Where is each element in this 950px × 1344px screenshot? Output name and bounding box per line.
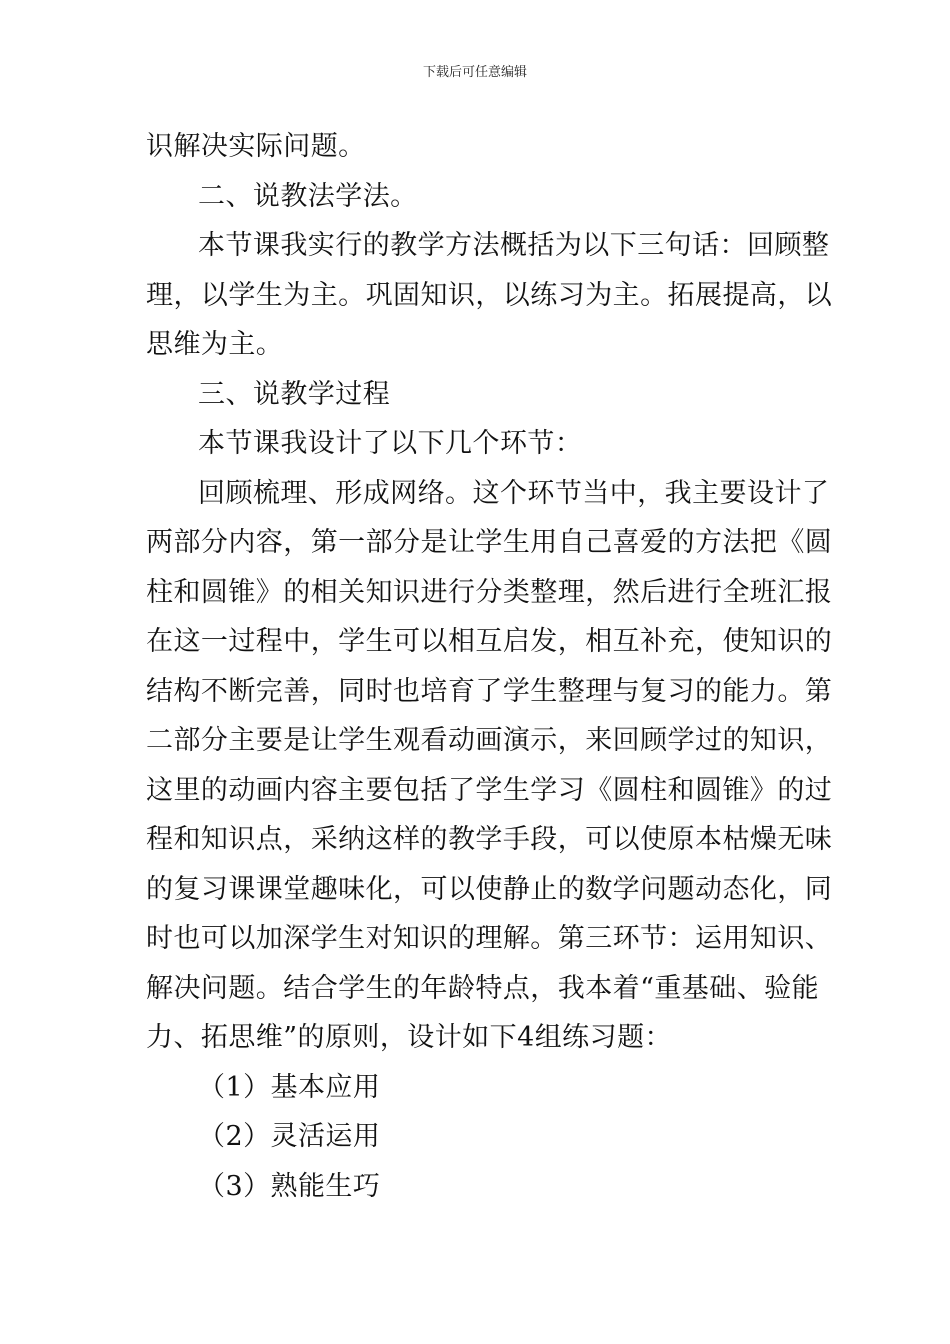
- continuation-line: [146, 122, 808, 172]
- text-line: 识解决实际问题。: [146, 131, 366, 162]
- text-line: 的复习课课堂趣味化，可以使静止的数学问题动态化，同: [146, 873, 833, 905]
- text-line: 解决问题。结合学生的年龄特点，我本着“重基础、验能: [146, 972, 820, 1004]
- page-header: 下载后可任意编辑: [422, 65, 527, 80]
- teaching-methods-paragraph: [146, 221, 833, 370]
- text-line: 在这一过程中，学生可以相互启发，相互补充，使知识的: [146, 626, 833, 657]
- exercise-item: （2）灵活运用: [198, 1121, 381, 1152]
- document-body: [146, 122, 833, 1211]
- text-line: 思维为主。: [146, 329, 284, 360]
- text-line: 时也可以加深学生对知识的理解。第三环节：运用知识、: [146, 923, 833, 954]
- text-line: 程和知识点，采纳这样的教学手段，可以使原本枯燥无味: [146, 824, 833, 855]
- section-heading-teaching-process: 三、说教学过程: [198, 378, 391, 410]
- text-line: 这里的动画内容主要包括了学生学习《圆柱和圆锥》的过: [146, 774, 833, 806]
- text-line: 力、拓思维”的原则，设计如下4组练习题：: [146, 1022, 672, 1053]
- text-line: 理，以学生为主。巩固知识，以练习为主。拓展提高，以: [146, 279, 833, 311]
- text-line: 两部分内容，第一部分是让学生用自己喜爱的方法把《圆: [146, 527, 833, 558]
- teaching-process-paragraph: [146, 469, 833, 1063]
- text-line: 回顾梳理、形成网络。这个环节当中，我主要设计了: [198, 477, 830, 509]
- text-line: 柱和圆锥》的相关知识进行分类整理，然后进行全班汇报: [146, 576, 833, 608]
- teaching-process-intro: 本节课我设计了以下几个环节：: [198, 428, 583, 459]
- exercise-item: （1）基本应用: [198, 1071, 381, 1103]
- section-heading-teaching-methods: 二、说教法学法。: [198, 180, 418, 212]
- exercise-item: （3）熟能生巧: [198, 1170, 381, 1202]
- text-line: 本节课我实行的教学方法概括为以下三句话：回顾整: [198, 230, 830, 261]
- text-line: 结构不断完善，同时也培育了学生整理与复习的能力。第: [146, 675, 833, 707]
- text-line: 二部分主要是让学生观看动画演示，来回顾学过的知识，: [146, 725, 833, 756]
